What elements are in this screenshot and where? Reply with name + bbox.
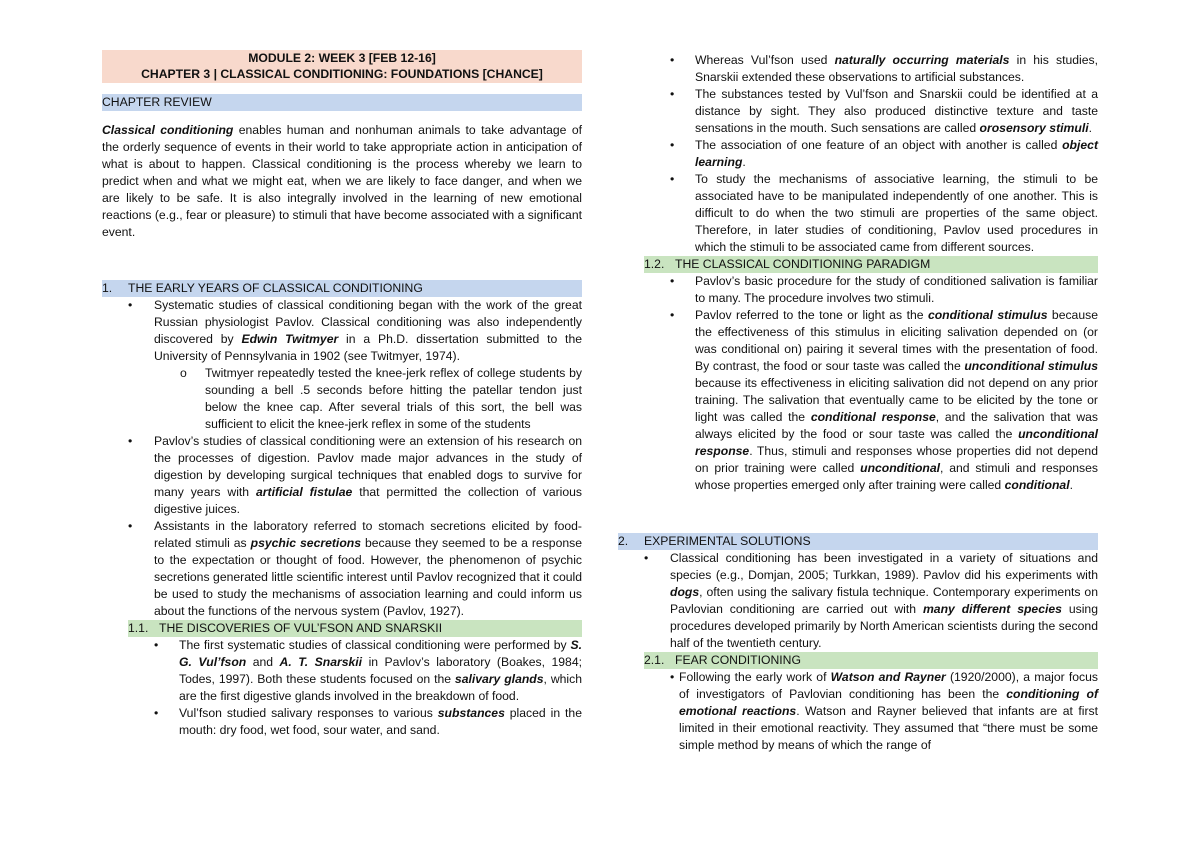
bullet-icon: • bbox=[128, 434, 133, 448]
sub-list-item: o Twitmyer repeatedly tested the knee-jerk reflex of college students by sounding a bell .5 seconds before hitting the patellar tendon just below the knee cap. After several trials of this sort, the bell was sufficient to elicit the knee-jerk reflex in some of the students bbox=[180, 366, 582, 431]
section-1-heading: 1. THE EARLY YEARS OF CLASSICAL CONDITIONING bbox=[102, 280, 582, 297]
list-item: • Whereas Vul’fson used naturally occurring materials in his studies, Snarskii extended these observations to artificial substances. bbox=[670, 53, 1098, 84]
module-title: MODULE 2: WEEK 3 [FEB 12-16] bbox=[248, 51, 436, 65]
section-1-2-heading: 1.2. THE CLASSICAL CONDITIONING PARADIGM bbox=[644, 256, 1098, 273]
list-item: • To study the mechanisms of associative learning, the stimuli to be associated have to be manipulated independently of one another. This is difficult to do when the two stimuli are properties of the same object. Therefore, in later studies of conditioning, Pavlov used procedures in which the stimuli to be associated came from different sources. bbox=[670, 172, 1098, 254]
left-column bbox=[102, 50, 582, 739]
section-1-1-heading: 1.1. THE DISCOVERIES OF VUL’FSON AND SNARSKII bbox=[128, 620, 582, 637]
list-item: • Assistants in the laboratory referred to stomach secretions elicited by food-related stimuli as psychic secretions because they seemed to be a response to the expectation or thought of food. However, the phenomenon of psychic secretions generated little scientific interest until Pavlov recognized that it could be used to study the mechanisms of association learning and could inform us about the functions of the nervous system (Pavlov, 1927). bbox=[128, 519, 583, 618]
bullet-icon: • bbox=[670, 308, 675, 322]
bullet-icon: • bbox=[154, 706, 159, 720]
bullet-icon: • bbox=[670, 138, 675, 152]
bullet-icon: • bbox=[644, 551, 649, 565]
key-term: Classical conditioning bbox=[102, 123, 234, 137]
chapter-title: CHAPTER 3 | CLASSICAL CONDITIONING: FOUNDATIONS [CHANCE] bbox=[141, 66, 543, 81]
circle-bullet-icon: o bbox=[180, 366, 187, 380]
bullet-icon: • bbox=[128, 519, 133, 533]
right-column bbox=[618, 52, 1098, 754]
chapter-review-paragraph: Classical conditioning enables human and nonhuman animals to take advantage of the orderly sequence of events in their world to take appropriate action in anticipation of what is about to happen. Classical conditioning is the process whereby we learn to predict when and what we might eat, when we are likely to face danger, and when we are likely to be safe. It is also integrally involved in the learning of new emotional reactions (e.g., fear or pleasure) to stimuli that have become associated with a significant event. bbox=[102, 123, 582, 239]
bullet-icon: • bbox=[670, 87, 675, 101]
list-item: • Following the early work of Watson and Rayner (1920/2000), a major focus of investigators of Pavlovian conditioning has been the conditioning of emotional reactions. Watson and Rayner believed that infants are at first limited in their emotional reactivity. They assumed that “there must be some simple method by means of which the range of bbox=[670, 670, 1099, 752]
bullet-icon: • bbox=[670, 670, 675, 684]
bullet-icon: • bbox=[670, 172, 675, 186]
section-2-1-heading: 2.1. FEAR CONDITIONING bbox=[644, 652, 1098, 669]
bullet-icon: • bbox=[128, 298, 133, 312]
list-item: • The first systematic studies of classical conditioning were performed by S. G. Vul’fson and A. T. Snarskii in Pavlov’s laboratory (Boakes, 1984; Todes, 1997). Both these students focused on the salivary glands, which are the first digestive glands involved in the breakdown of food. bbox=[154, 638, 582, 703]
bullet-icon: • bbox=[670, 274, 675, 288]
section-2-heading: 2. EXPERIMENTAL SOLUTIONS bbox=[618, 533, 1098, 550]
bullet-icon: • bbox=[670, 53, 675, 67]
module-title-box bbox=[102, 50, 582, 83]
list-item: • The association of one feature of an object with another is called object learning. bbox=[670, 138, 1098, 169]
list-item: • Pavlov referred to the tone or light as the conditional stimulus because the effectiveness of this stimulus in eliciting salivation depended on (or was conditional on) pairing it several times with the presentation of food. By contrast, the food or sour taste was called the unconditional stimulus because its effectiveness in eliciting salivation did not depend on any prior training. The salivation that eventually came to be elicited by the tone or light was called the conditional response, and the salivation that was always elicited by the food or sour taste was called the unconditional response. Thus, stimuli and responses whose properties did not depend on prior training were called unconditional, and stimuli and responses whose properties emerged only after training were called conditional. bbox=[670, 308, 1098, 492]
list-item: • Pavlov’s studies of classical conditioning were an extension of his research on the processes of digestion. Pavlov made major advances in the study of digestion by developing surgical techniques that enabled dogs to survive for many years with artificial fistulae that permitted the collection of various digestive juices. bbox=[128, 434, 583, 516]
chapter-review-heading: CHAPTER REVIEW bbox=[102, 94, 582, 111]
list-item: • The substances tested by Vul’fson and Snarskii could be identified at a distance by sight. They also produced distinctive texture and taste sensations in the mouth. Such sensations are called orosensory stimuli. bbox=[670, 87, 1098, 135]
list-item: • Pavlov’s basic procedure for the study of conditioned salivation is familiar to many. The procedure involves two stimuli. bbox=[670, 274, 1098, 305]
list-item: • Vul’fson studied salivary responses to various substances placed in the mouth: dry food, wet food, sour water, and sand. bbox=[154, 706, 582, 737]
list-item: • Classical conditioning has been investigated in a variety of situations and species (e.g., Domjan, 2005; Turkkan, 1989). Pavlov did his experiments with dogs, often using the salivary fistula technique. Contemporary experiments on Pavlovian conditioning are carried out with many different species using procedures developed primarily by North American scientists during the second half of the twentieth century. bbox=[644, 551, 1098, 650]
list-item: • Systematic studies of classical conditioning began with the work of the great Russian physiologist Pavlov. Classical conditioning was also independently discovered by Edwin Twitmyer in a Ph.D. dissertation submitted to the University of Pennsylvania in 1902 (see Twitmyer, 1974). bbox=[128, 298, 583, 363]
bullet-icon: • bbox=[154, 638, 159, 652]
